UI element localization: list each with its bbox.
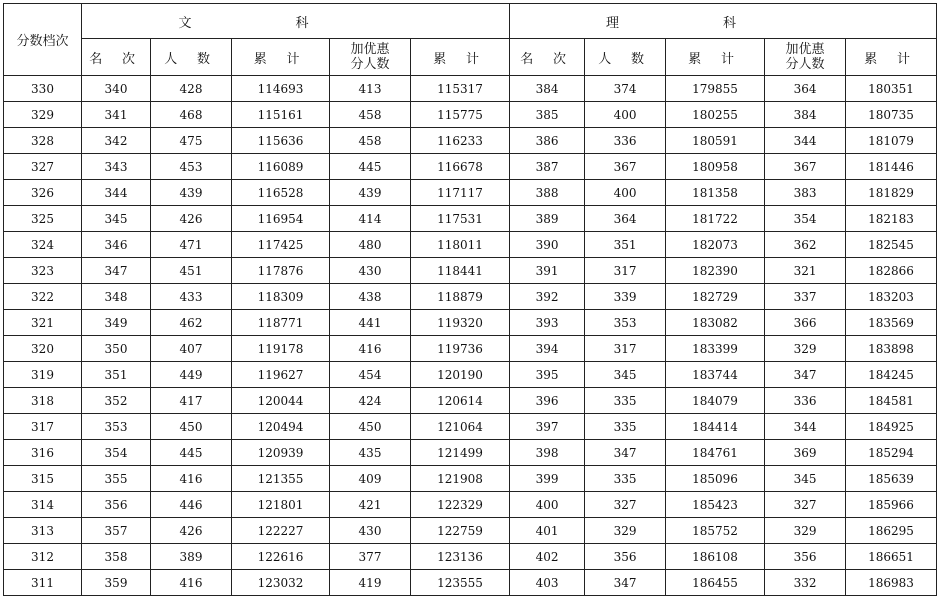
score-cell: 323 — [4, 258, 82, 284]
table-cell: 344 — [765, 128, 846, 154]
table-cell: 116678 — [411, 154, 510, 180]
table-cell: 122759 — [411, 518, 510, 544]
table-cell: 335 — [585, 414, 666, 440]
table-cell: 329 — [765, 518, 846, 544]
table-cell: 347 — [585, 440, 666, 466]
table-cell: 183744 — [666, 362, 765, 388]
table-cell: 419 — [330, 570, 411, 596]
score-cell: 322 — [4, 284, 82, 310]
table-cell: 391 — [510, 258, 585, 284]
score-cell: 327 — [4, 154, 82, 180]
table-cell: 348 — [82, 284, 151, 310]
table-cell: 421 — [330, 492, 411, 518]
table-cell: 116528 — [232, 180, 330, 206]
table-cell: 182073 — [666, 232, 765, 258]
table-row — [4, 544, 937, 570]
table-cell: 439 — [330, 180, 411, 206]
liberal-arts-subheader-0: 名 次 — [82, 39, 151, 76]
table-cell: 366 — [765, 310, 846, 336]
table-cell: 369 — [765, 440, 846, 466]
table-cell: 402 — [510, 544, 585, 570]
table-cell: 384 — [510, 76, 585, 102]
table-row — [4, 492, 937, 518]
table-cell: 409 — [330, 466, 411, 492]
score-cell: 330 — [4, 76, 82, 102]
table-cell: 123136 — [411, 544, 510, 570]
table-row — [4, 388, 937, 414]
score-cell: 328 — [4, 128, 82, 154]
table-cell: 119320 — [411, 310, 510, 336]
table-cell: 394 — [510, 336, 585, 362]
table-cell: 396 — [510, 388, 585, 414]
table-cell: 120044 — [232, 388, 330, 414]
table-cell: 327 — [585, 492, 666, 518]
table-cell: 339 — [585, 284, 666, 310]
table-cell: 118309 — [232, 284, 330, 310]
table-cell: 384 — [765, 102, 846, 128]
table-row — [4, 362, 937, 388]
table-cell: 417 — [151, 388, 232, 414]
table-cell: 119627 — [232, 362, 330, 388]
table-cell: 121908 — [411, 466, 510, 492]
table-cell: 387 — [510, 154, 585, 180]
table-cell: 346 — [82, 232, 151, 258]
table-cell: 185639 — [846, 466, 937, 492]
table-cell: 118441 — [411, 258, 510, 284]
table-cell: 180958 — [666, 154, 765, 180]
table-cell: 356 — [82, 492, 151, 518]
table-cell: 359 — [82, 570, 151, 596]
table-cell: 454 — [330, 362, 411, 388]
table-row — [4, 128, 937, 154]
table-row — [4, 102, 937, 128]
table-cell: 122616 — [232, 544, 330, 570]
table-cell: 181829 — [846, 180, 937, 206]
table-cell: 118771 — [232, 310, 330, 336]
score-cell: 317 — [4, 414, 82, 440]
table-cell: 120190 — [411, 362, 510, 388]
table-cell: 186108 — [666, 544, 765, 570]
table-cell: 183082 — [666, 310, 765, 336]
table-cell: 389 — [151, 544, 232, 570]
table-cell: 337 — [765, 284, 846, 310]
table-cell: 416 — [151, 466, 232, 492]
table-row — [4, 180, 937, 206]
table-cell: 383 — [765, 180, 846, 206]
table-row — [4, 466, 937, 492]
table-cell: 335 — [585, 466, 666, 492]
table-cell: 122329 — [411, 492, 510, 518]
table-row — [4, 232, 937, 258]
table-cell: 317 — [585, 336, 666, 362]
table-cell: 362 — [765, 232, 846, 258]
table-header — [4, 4, 937, 76]
score-cell: 320 — [4, 336, 82, 362]
table-row — [4, 518, 937, 544]
table-cell: 353 — [585, 310, 666, 336]
table-cell: 336 — [765, 388, 846, 414]
table-row — [4, 76, 937, 102]
subheader-line: 分人数 — [785, 57, 825, 72]
table-cell: 397 — [510, 414, 585, 440]
table-cell: 441 — [330, 310, 411, 336]
table-cell: 403 — [510, 570, 585, 596]
table-cell: 119178 — [232, 336, 330, 362]
table-row — [4, 310, 937, 336]
table-row — [4, 414, 937, 440]
score-cell: 312 — [4, 544, 82, 570]
table-cell: 179855 — [666, 76, 765, 102]
table-cell: 341 — [82, 102, 151, 128]
table-cell: 399 — [510, 466, 585, 492]
table-cell: 183399 — [666, 336, 765, 362]
table-cell: 389 — [510, 206, 585, 232]
science-subheader-2: 累 计 — [666, 39, 765, 76]
score-column-header: 分数档次 — [4, 4, 82, 76]
table-cell: 364 — [765, 76, 846, 102]
score-cell: 329 — [4, 102, 82, 128]
table-row — [4, 284, 937, 310]
table-cell: 345 — [585, 362, 666, 388]
table-cell: 182390 — [666, 258, 765, 284]
table-cell: 345 — [82, 206, 151, 232]
science-subheader-4: 累 计 — [846, 39, 937, 76]
table-cell: 181722 — [666, 206, 765, 232]
score-cell: 313 — [4, 518, 82, 544]
table-cell: 182183 — [846, 206, 937, 232]
table-cell: 446 — [151, 492, 232, 518]
table-cell: 416 — [151, 570, 232, 596]
subheader-line: 加优惠 — [785, 42, 825, 57]
table-cell: 117425 — [232, 232, 330, 258]
table-cell: 184925 — [846, 414, 937, 440]
table-row — [4, 440, 937, 466]
table-cell: 116954 — [232, 206, 330, 232]
table-cell: 183203 — [846, 284, 937, 310]
table-cell: 435 — [330, 440, 411, 466]
table-cell: 458 — [330, 128, 411, 154]
table-cell: 335 — [585, 388, 666, 414]
table-cell: 118011 — [411, 232, 510, 258]
table-cell: 120939 — [232, 440, 330, 466]
table-cell: 347 — [765, 362, 846, 388]
table-cell: 184761 — [666, 440, 765, 466]
table-cell: 345 — [765, 466, 846, 492]
table-cell: 398 — [510, 440, 585, 466]
table-row — [4, 206, 937, 232]
table-cell: 426 — [151, 518, 232, 544]
table-cell: 329 — [765, 336, 846, 362]
table-cell: 120494 — [232, 414, 330, 440]
table-cell: 377 — [330, 544, 411, 570]
table-cell: 352 — [82, 388, 151, 414]
table-cell: 367 — [585, 154, 666, 180]
science-subheader-3 — [765, 39, 846, 76]
table-cell: 357 — [82, 518, 151, 544]
table-cell: 349 — [82, 310, 151, 336]
table-cell: 115775 — [411, 102, 510, 128]
score-cell: 321 — [4, 310, 82, 336]
table-cell: 449 — [151, 362, 232, 388]
table-cell: 183898 — [846, 336, 937, 362]
table-cell: 350 — [82, 336, 151, 362]
table-cell: 468 — [151, 102, 232, 128]
table-cell: 351 — [82, 362, 151, 388]
table-cell: 439 — [151, 180, 232, 206]
score-cell: 314 — [4, 492, 82, 518]
table-cell: 450 — [330, 414, 411, 440]
table-cell: 356 — [585, 544, 666, 570]
table-cell: 438 — [330, 284, 411, 310]
table-cell: 123032 — [232, 570, 330, 596]
table-cell: 184414 — [666, 414, 765, 440]
table-cell: 181358 — [666, 180, 765, 206]
table-cell: 336 — [585, 128, 666, 154]
science-group-header: 理科 — [510, 4, 937, 39]
table-cell: 430 — [330, 258, 411, 284]
table-cell: 374 — [585, 76, 666, 102]
table-cell: 182866 — [846, 258, 937, 284]
table-cell: 186455 — [666, 570, 765, 596]
table-cell: 347 — [585, 570, 666, 596]
table-cell: 462 — [151, 310, 232, 336]
table-row — [4, 258, 937, 284]
table-cell: 450 — [151, 414, 232, 440]
table-cell: 185294 — [846, 440, 937, 466]
table-cell: 184245 — [846, 362, 937, 388]
table-row — [4, 570, 937, 596]
sub-header-row — [4, 39, 937, 76]
table-cell: 407 — [151, 336, 232, 362]
table-cell: 185096 — [666, 466, 765, 492]
table-cell: 121499 — [411, 440, 510, 466]
table-cell: 180255 — [666, 102, 765, 128]
table-cell: 185966 — [846, 492, 937, 518]
table-cell: 317 — [585, 258, 666, 284]
table-cell: 480 — [330, 232, 411, 258]
table-cell: 343 — [82, 154, 151, 180]
liberal-arts-subheader-3 — [330, 39, 411, 76]
liberal-arts-subheader-2: 累 计 — [232, 39, 330, 76]
table-cell: 471 — [151, 232, 232, 258]
table-cell: 364 — [585, 206, 666, 232]
table-cell: 332 — [765, 570, 846, 596]
score-distribution-table — [3, 3, 937, 596]
score-cell: 326 — [4, 180, 82, 206]
table-cell: 354 — [765, 206, 846, 232]
table-cell: 183569 — [846, 310, 937, 336]
table-cell: 344 — [765, 414, 846, 440]
table-cell: 184079 — [666, 388, 765, 414]
table-row — [4, 336, 937, 362]
table-cell: 182545 — [846, 232, 937, 258]
table-cell: 355 — [82, 466, 151, 492]
table-cell: 358 — [82, 544, 151, 570]
liberal-arts-subheader-1: 人 数 — [151, 39, 232, 76]
table-cell: 430 — [330, 518, 411, 544]
table-cell: 414 — [330, 206, 411, 232]
table-cell: 347 — [82, 258, 151, 284]
table-cell: 119736 — [411, 336, 510, 362]
table-cell: 458 — [330, 102, 411, 128]
score-cell: 318 — [4, 388, 82, 414]
table-cell: 115317 — [411, 76, 510, 102]
table-cell: 184581 — [846, 388, 937, 414]
table-cell: 445 — [151, 440, 232, 466]
table-cell: 117117 — [411, 180, 510, 206]
table-cell: 185423 — [666, 492, 765, 518]
table-cell: 416 — [330, 336, 411, 362]
subheader-line: 分人数 — [350, 57, 390, 72]
table-cell: 123555 — [411, 570, 510, 596]
table-cell: 116233 — [411, 128, 510, 154]
table-cell: 385 — [510, 102, 585, 128]
table-cell: 117876 — [232, 258, 330, 284]
table-row — [4, 154, 937, 180]
table-cell: 356 — [765, 544, 846, 570]
score-cell: 319 — [4, 362, 82, 388]
table-cell: 117531 — [411, 206, 510, 232]
table-cell: 426 — [151, 206, 232, 232]
score-cell: 316 — [4, 440, 82, 466]
table-cell: 386 — [510, 128, 585, 154]
table-cell: 400 — [585, 102, 666, 128]
table-cell: 413 — [330, 76, 411, 102]
table-cell: 181079 — [846, 128, 937, 154]
table-cell: 121064 — [411, 414, 510, 440]
table-cell: 453 — [151, 154, 232, 180]
table-cell: 433 — [151, 284, 232, 310]
table-cell: 367 — [765, 154, 846, 180]
table-cell: 400 — [510, 492, 585, 518]
science-subheader-0: 名 次 — [510, 39, 585, 76]
table-cell: 186983 — [846, 570, 937, 596]
table-cell: 395 — [510, 362, 585, 388]
table-cell: 353 — [82, 414, 151, 440]
table-cell: 121801 — [232, 492, 330, 518]
table-cell: 185752 — [666, 518, 765, 544]
table-cell: 182729 — [666, 284, 765, 310]
table-cell: 186295 — [846, 518, 937, 544]
table-cell: 122227 — [232, 518, 330, 544]
table-cell: 354 — [82, 440, 151, 466]
table-cell: 340 — [82, 76, 151, 102]
score-cell: 315 — [4, 466, 82, 492]
liberal-arts-group-header: 文科 — [82, 4, 510, 39]
table-cell: 116089 — [232, 154, 330, 180]
table-cell: 114693 — [232, 76, 330, 102]
table-cell: 115161 — [232, 102, 330, 128]
table-cell: 180735 — [846, 102, 937, 128]
table-cell: 115636 — [232, 128, 330, 154]
table-cell: 393 — [510, 310, 585, 336]
table-cell: 428 — [151, 76, 232, 102]
table-cell: 400 — [585, 180, 666, 206]
table-cell: 327 — [765, 492, 846, 518]
table-cell: 186651 — [846, 544, 937, 570]
table-cell: 388 — [510, 180, 585, 206]
table-cell: 321 — [765, 258, 846, 284]
science-subheader-1: 人 数 — [585, 39, 666, 76]
table-cell: 118879 — [411, 284, 510, 310]
table-cell: 342 — [82, 128, 151, 154]
table-cell: 392 — [510, 284, 585, 310]
table-cell: 390 — [510, 232, 585, 258]
table-cell: 351 — [585, 232, 666, 258]
table-cell: 424 — [330, 388, 411, 414]
table-cell: 180591 — [666, 128, 765, 154]
table-cell: 401 — [510, 518, 585, 544]
table-body — [4, 76, 937, 596]
table-cell: 120614 — [411, 388, 510, 414]
score-cell: 311 — [4, 570, 82, 596]
table-cell: 121355 — [232, 466, 330, 492]
table-cell: 181446 — [846, 154, 937, 180]
table-cell: 344 — [82, 180, 151, 206]
table-cell: 451 — [151, 258, 232, 284]
table-cell: 475 — [151, 128, 232, 154]
score-cell: 324 — [4, 232, 82, 258]
table-cell: 445 — [330, 154, 411, 180]
subheader-line: 加优惠 — [350, 42, 390, 57]
table-cell: 180351 — [846, 76, 937, 102]
liberal-arts-subheader-4: 累 计 — [411, 39, 510, 76]
table-cell: 329 — [585, 518, 666, 544]
score-cell: 325 — [4, 206, 82, 232]
